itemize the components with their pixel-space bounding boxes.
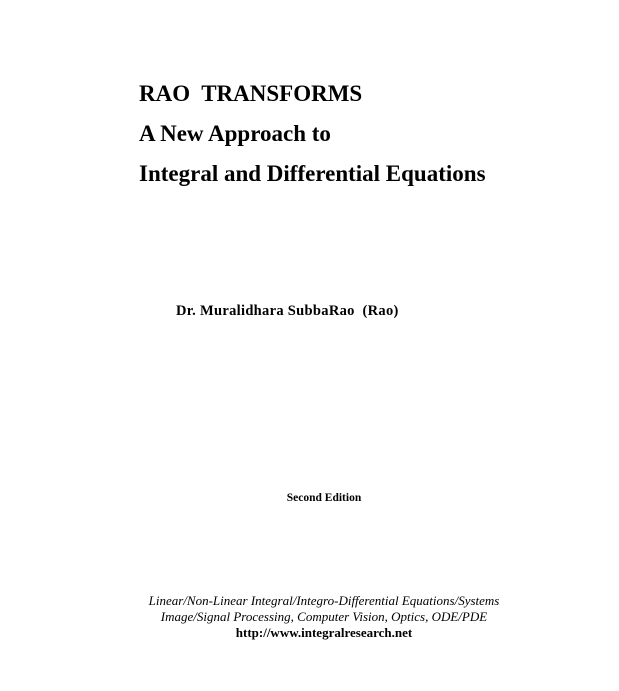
edition-label: Second Edition	[286, 492, 362, 504]
author-name: Dr. Muralidhara SubbaRao (Rao)	[176, 303, 399, 319]
subjects-line-2: Image/Signal Processing, Computer Vision, Optics, ODE/PDE	[160, 609, 488, 624]
title-block	[139, 74, 486, 194]
book-subtitle-line-1: A New Approach to	[139, 121, 331, 146]
subjects-line-1: Linear/Non-Linear Integral/Integro-Differential Equations/Systems	[148, 593, 500, 608]
subjects-block	[0, 593, 619, 641]
book-title: RAO TRANSFORMS	[139, 81, 363, 106]
website-url: http://www.integralresearch.net	[235, 625, 413, 640]
book-subtitle-line-2: Integral and Differential Equations	[139, 161, 486, 186]
